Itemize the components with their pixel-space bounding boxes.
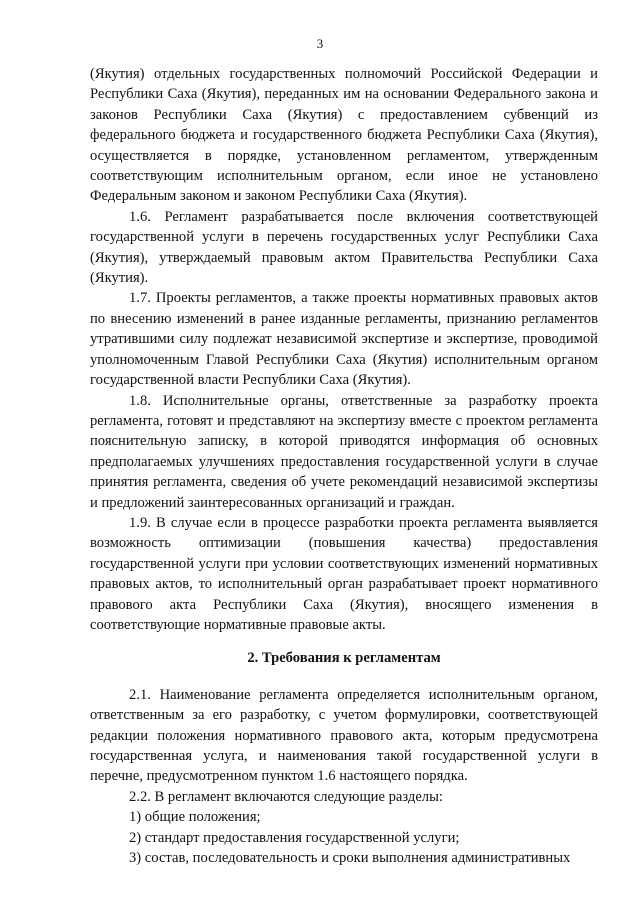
list-item-1: 1) общие положения; xyxy=(129,809,261,826)
list-item-3: 3) состав, последовательность и сроки выполнения административных xyxy=(129,850,571,867)
paragraph-1-6: 1.6. Регламент разрабатывается после включения соответствующей государственной услуги в перечень государственных услуг Республики Саха (Якутия), утверждаемый правовым актом Правительства Республики Саха (Якутия). xyxy=(90,208,598,287)
section-heading: 2. Требования к регламентам xyxy=(247,650,441,667)
paragraph-intro-continuation: (Якутия) отдельных государственных полномочий Российской Федерации и Республики Саха (Якутия), переданных им на основании Федерального закона и законов Республики Саха (Якутия) с предоставлением субвенций из федерального бюджета и государственного бюджета Республики Саха (Якутия), осуществляется в порядке, установленном регламентом, утвержденным соответствующим исполнительным органом, если иное не установлено Федеральным законом и законом Республики Саха (Якутия). xyxy=(90,66,598,205)
document-body xyxy=(90,64,598,868)
page-number: 3 xyxy=(316,36,324,51)
paragraph-2-1: 2.1. Наименование регламента определяется исполнительным органом, ответственным за его разработку, с учетом формулировки, соответствующей редакции положения нормативного правового акта, которым предусмотрена государственная услуга, и наименования такой государственной услуги в перечне, предусмотренном пунктом 1.6 настоящего порядка. xyxy=(90,686,598,785)
paragraph-2-2: 2.2. В регламент включаются следующие разделы: xyxy=(129,788,443,805)
paragraph-1-8: 1.8. Исполнительные органы, ответственные за разработку проекта регламента, готовят и представляют на экспертизу вместе с проектом регламента пояснительную записку, в которой приводятся информация об основных предполагаемых улучшениях предоставления государственной услуги в случае принятия регламента, сведения об учете рекомендаций независимой экспертизы и предложений заинтересованных организаций и граждан. xyxy=(90,392,598,511)
list-item-2: 2) стандарт предоставления государственной услуги; xyxy=(129,829,460,846)
paragraph-1-7: 1.7. Проекты регламентов, а также проекты нормативных правовых актов по внесению изменений в ранее изданные регламенты, признанию регламентов утратившими силу подлежат независимой экспертизе и экспертизе, проводимой уполномоченным Главой Республики Саха (Якутия) исполнительным органом государственной власти Республики Саха (Якутия). xyxy=(90,290,598,389)
paragraph-1-9: 1.9. В случае если в процессе разработки проекта регламента выявляется возможность оптимизации (повышения качества) предоставления государственной услуги при условии соответствующих изменений нормативных правовых актов, то исполнительный орган разрабатывает проект нормативного правового акта Республики Саха (Якутия), вносящего изменения в соответствующие нормативные правовые акты. xyxy=(90,514,598,633)
